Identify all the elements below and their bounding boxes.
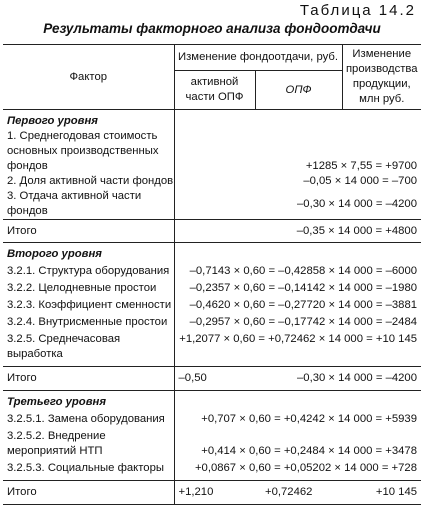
table-row <box>3 313 421 330</box>
header-production-change: Изменение производства продукции, млн руб. <box>345 48 418 105</box>
table-row <box>3 174 421 189</box>
row-label: 3.2.5.1. Замена оборудования <box>3 410 174 427</box>
row-label: 1. Среднегодовая стоимость основных производственных фондов <box>3 129 174 174</box>
header-opf: ОПФ <box>255 71 342 110</box>
total-active-value: –0,50 <box>178 372 207 384</box>
total-row <box>3 481 421 505</box>
table-row <box>3 330 421 367</box>
header-factor: Фактор <box>3 45 174 110</box>
table-row <box>3 459 421 481</box>
row-value: –0,2957 × 0,60 = –0,17742 × 14 000 = –2484 <box>189 316 418 328</box>
row-value: –0,4620 × 0,60 = –0,27720 × 14 000 = –3881 <box>189 299 418 311</box>
table-title: Результаты факторного анализа фондоотдачи <box>43 21 381 36</box>
row-label: 3.2.5.2. Внедрение мероприятий НТП <box>3 427 174 459</box>
total-row <box>3 220 421 243</box>
total-production-value: +10 145 <box>375 486 418 498</box>
table-row <box>3 262 421 279</box>
header-active-part-line1: активной <box>190 76 239 88</box>
row-label: 3.2.3. Коэффициент сменности <box>3 296 174 313</box>
header-change-group: Изменение фондоотдачи, руб. <box>174 45 342 71</box>
table-row <box>3 279 421 296</box>
total-value: –0,30 × 14 000 = –4200 <box>297 372 418 384</box>
row-value: –0,30 × 14 000 = –4200 <box>297 197 418 210</box>
row-label: 3.2.5. Среднечасовая выработка <box>3 330 174 367</box>
section-1-title: Первого уровня <box>3 110 174 130</box>
row-value: +1285 × 7,55 = +9700 <box>305 160 418 172</box>
row-label: 3.2.5.3. Социальные факторы <box>3 459 174 481</box>
header-active-part-line2: части ОПФ <box>185 91 244 103</box>
table-row <box>3 427 421 459</box>
table-row <box>3 410 421 427</box>
total-opf-value: +0,72462 <box>265 486 313 498</box>
total-row <box>3 367 421 391</box>
row-label: 2. Доля активной части фондов <box>3 174 174 189</box>
section-3-title: Третьего уровня <box>3 391 174 411</box>
total-active-value: +1,210 <box>178 486 214 498</box>
row-label: 3. Отдача активной части фондов <box>3 189 174 220</box>
factor-analysis-table <box>3 44 421 505</box>
table-row <box>3 189 421 220</box>
total-label: Итого <box>3 481 174 505</box>
total-value: –0,35 × 14 000 = +4800 <box>296 225 418 237</box>
row-label: 3.2.1. Структура оборудования <box>3 262 174 279</box>
row-value: –0,7143 × 0,60 = –0,42858 × 14 000 = –6000 <box>189 265 418 277</box>
table-row <box>3 296 421 313</box>
row-value: +0,707 × 0,60 = +0,4242 × 14 000 = +5939 <box>201 413 418 425</box>
row-value: +0,414 × 0,60 = +0,2484 × 14 000 = +3478 <box>201 445 418 457</box>
row-value: +1,2077 × 0,60 = +0,72462 × 14 000 = +10 145 <box>179 333 418 345</box>
row-label: 3.2.2. Целодневные простои <box>3 279 174 296</box>
row-value: –0,05 × 14 000 = –700 <box>303 175 418 187</box>
row-label: 3.2.4. Внутрисменные простои <box>3 313 174 330</box>
row-value: –0,2357 × 0,60 = –0,14142 × 14 000 = –1980 <box>189 282 418 294</box>
section-2-title: Второго уровня <box>3 243 174 263</box>
table-row <box>3 129 421 174</box>
row-value: +0,0867 × 0,60 = +0,05202 × 14 000 = +728 <box>194 462 418 474</box>
total-label: Итого <box>3 367 174 391</box>
header-active-part <box>174 71 255 110</box>
table-number: Таблица 14.2 <box>299 2 416 19</box>
total-label: Итого <box>3 220 174 243</box>
